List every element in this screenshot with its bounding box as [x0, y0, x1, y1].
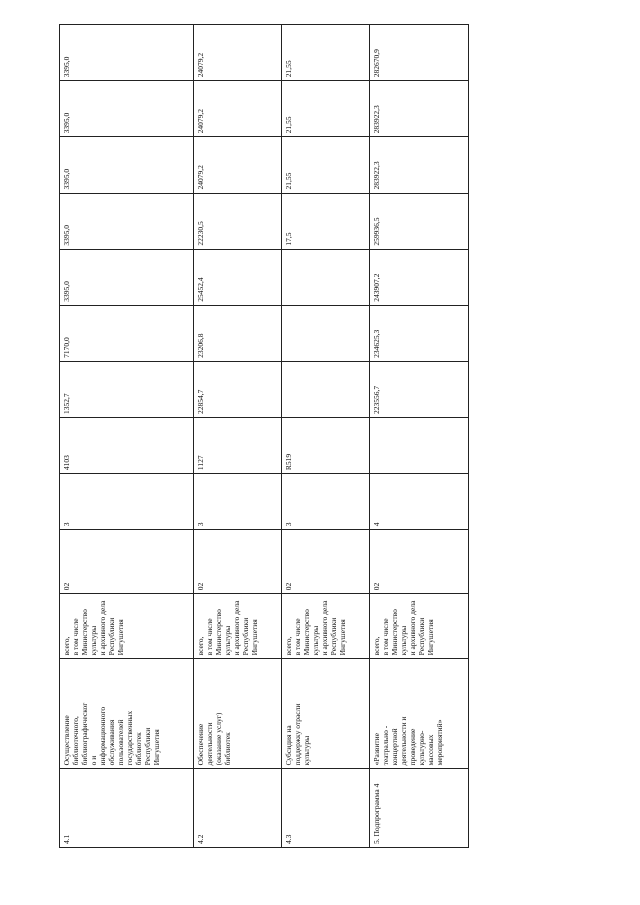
cell-funding-source: всего, в том числе Министерство культуры и архивного дела Республики Ингушетия [369, 594, 468, 659]
cell-name: Субсидия на поддержку отрасли культуры [281, 659, 369, 769]
cell-name: «Развитие театрально - концертной деятельности и проведение культурно- массовых мероприятий» [369, 659, 468, 769]
table-row [194, 25, 282, 848]
cell-year-value: 23206,8 [194, 305, 282, 361]
cell-grbs: 02 [194, 530, 282, 594]
cell-number: 4.1 [60, 769, 194, 848]
cell-year-value: 3395,0 [60, 81, 194, 137]
cell-name: Осуществление библиотечного, библиографическог о и информационного обслуживания пользователей государственных библиотек Республики Ингушетия [60, 659, 194, 769]
cell-year-value: 21,55 [281, 25, 369, 81]
cell-year-value: 24079,2 [194, 25, 282, 81]
cell-year-value: 21,55 [281, 137, 369, 193]
cell-year-value: 243907,2 [369, 249, 468, 305]
cell-year-value: 259936,5 [369, 193, 468, 249]
cell-year-value: 282670,9 [369, 25, 468, 81]
table-row [281, 25, 369, 848]
cell-number: 4.3 [281, 769, 369, 848]
cell-year-value: 22230,5 [194, 193, 282, 249]
table-row [60, 25, 194, 848]
cell-year-value: 223556,7 [369, 361, 468, 417]
cell-year-value: 283922,3 [369, 137, 468, 193]
cell-year-value [281, 249, 369, 305]
cell-funding-source: всего, в том числе Министерство культуры и архивного дела Республики Ингушетия [194, 594, 282, 659]
cell-number: 5. Подпрограмма 4 [369, 769, 468, 848]
cell-year-value: 24079,2 [194, 81, 282, 137]
cell-section: 4 [369, 474, 468, 530]
cell-year-value [281, 305, 369, 361]
cell-name: Обеспечение деятельности (оказание услуг) библиотек [194, 659, 282, 769]
cell-section: 3 [60, 474, 194, 530]
cell-section: 3 [281, 474, 369, 530]
table-row [369, 25, 468, 848]
cell-number: 4.2 [194, 769, 282, 848]
cell-funding-source: всего, в том числе Министерство культуры и архивного дела Республики Ингушетия [60, 594, 194, 659]
cell-year-value: 7170,0 [60, 305, 194, 361]
cell-year-value [281, 361, 369, 417]
cell-grbs: 02 [369, 530, 468, 594]
cell-year-value: 234625,3 [369, 305, 468, 361]
cell-grbs: 02 [60, 530, 194, 594]
cell-year-value: 3395,0 [60, 25, 194, 81]
cell-year-value: 21,55 [281, 81, 369, 137]
cell-year-value: 3395,0 [60, 193, 194, 249]
cell-target-article: 4103 [60, 418, 194, 474]
cell-year-value: 25452,4 [194, 249, 282, 305]
cell-funding-source: всего, в том числе Министерство культуры и архивного дела Республики Ингушетия [281, 594, 369, 659]
cell-year-value: 22854,7 [194, 361, 282, 417]
cell-grbs: 02 [281, 530, 369, 594]
cell-target-article: 1127 [194, 418, 282, 474]
rotated-table-wrapper [59, 24, 469, 848]
cell-target-article: R519 [281, 418, 369, 474]
cell-year-value: 3395,0 [60, 249, 194, 305]
table-body [60, 25, 469, 848]
budget-table [59, 24, 469, 848]
cell-year-value: 283922,3 [369, 81, 468, 137]
cell-year-value: 24079,2 [194, 137, 282, 193]
cell-year-value: 1352,7 [60, 361, 194, 417]
cell-year-value: 3395,0 [60, 137, 194, 193]
cell-year-value: 17,5 [281, 193, 369, 249]
cell-section: 3 [194, 474, 282, 530]
cell-target-article [369, 418, 468, 474]
